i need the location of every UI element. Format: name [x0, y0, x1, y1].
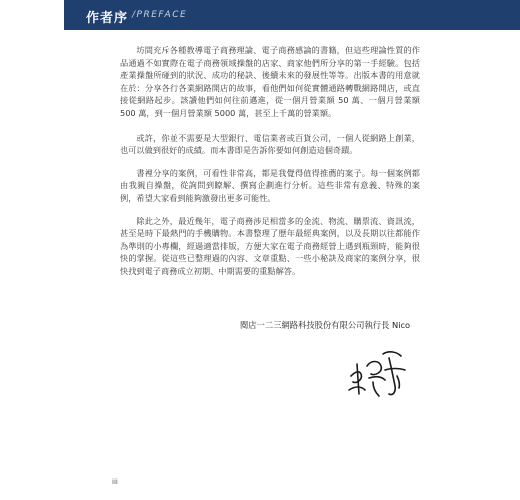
handwritten-signature: [345, 346, 409, 402]
author-signature-line: 閱店一二三網路科技股份有限公司執行長 Nico: [240, 320, 411, 330]
paragraph-1: 坊間充斥各種教導電子商務理論、電子商務感論的書籍，但這些理論性質的作品通過不如實際在電子商務領域操盤的店家、商家他們所分享的第一手經驗。包括產業操盤所碰到的狀況、成功的秘訣、後續未來的發展性等等。出版本書的用意就在於：分享各行各業網路開店的故事，看他們如何從實體通路轉戰網路開店，或直接從網路起步。該讀他們如何往前邁進，從一個月營業額 50 萬、一個月營業額 500 萬，到一個月營業額 5000 萬，甚至上千萬的營業額。: [120, 45, 420, 118]
chapter-title: 作者序: [86, 11, 129, 26]
paragraph-4: 除此之外，最近幾年，電子商務涉足相當多的金流、物流、購票流、資訊流，甚至是時下最熱門的手機購物。本書整理了歷年最經典案例，以及長期以往都能作為準則的小專欄，經過適當排版，方便大家在電子商務經營上遇到瓶頸時，能夠很快的掌握。從這些已整理過的內容、文章重點、一些小秘訣及商家的案例分享，很快找到電子商務成立初期、中期需要的重點解答。: [120, 215, 420, 276]
page-number: iii: [112, 478, 118, 486]
paragraph-3: 書裡分享的案例，可看性非常高，都是我覺得值得推薦的案子。每一個案例都由我親自操盤，從詢問到瞭解、撰寫企劃進行分析。這些非常有意義、特殊的案例，希望大家看到能夠激發出更多可能性。: [120, 167, 420, 203]
paragraph-2: 或許，你並不需要是大型銀行、電信業者或百貨公司，一個人從網路上創業，也可以做到很好的成績。而本書即是告訴你要如何創造這個奇蹟。: [120, 132, 420, 156]
chapter-subtitle: /PREFACE: [132, 10, 188, 20]
chapter-header-bar: [64, 0, 520, 30]
preface-body: [120, 44, 420, 288]
